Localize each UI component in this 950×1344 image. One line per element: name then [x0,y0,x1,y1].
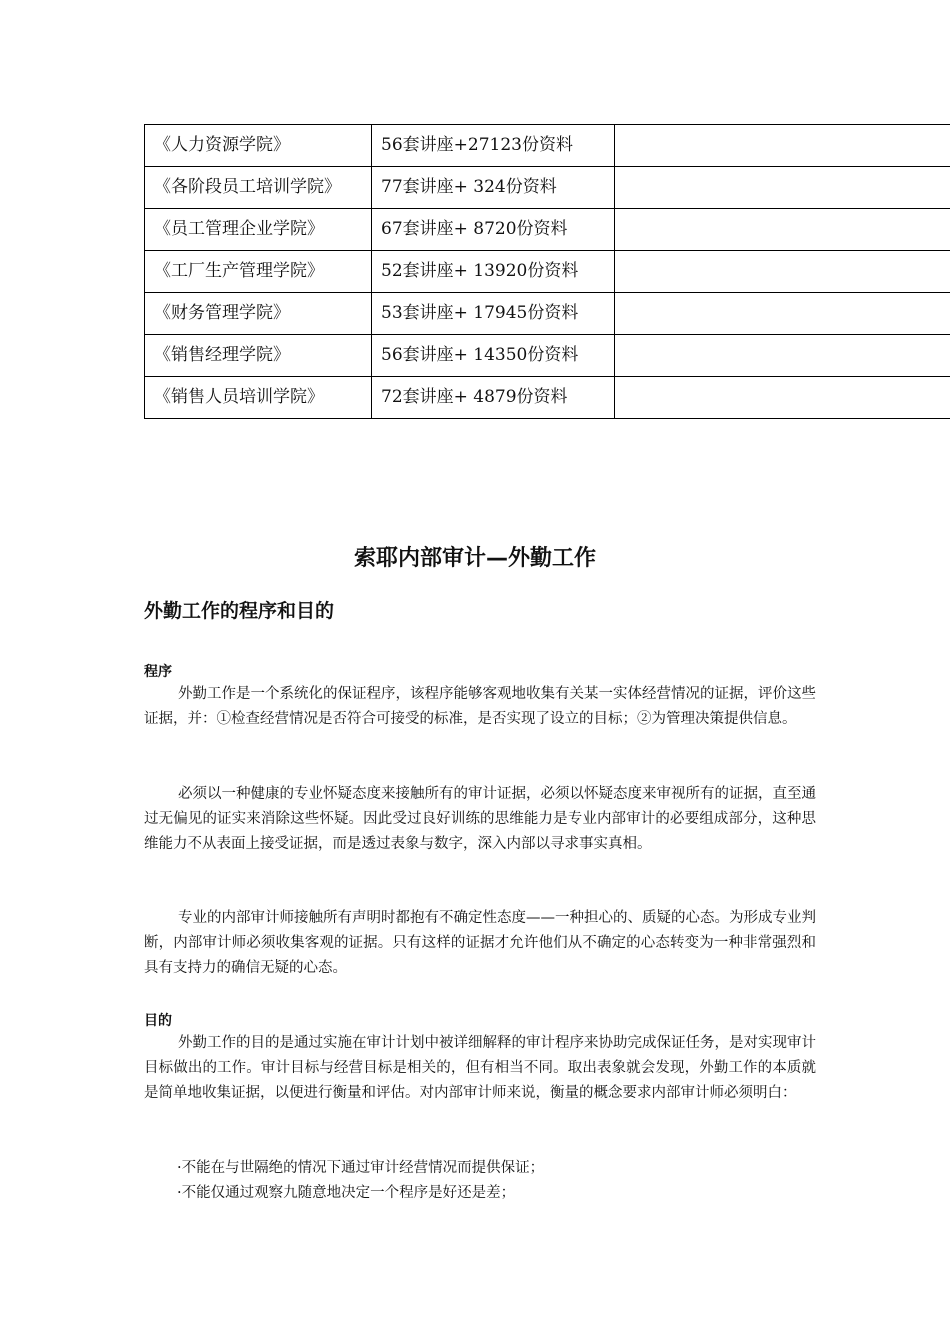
course-name: 《财务管理学院》 [145,293,372,335]
course-name: 《各阶段员工培训学院》 [145,167,372,209]
course-name: 《人力资源学院》 [145,125,372,167]
purpose-paragraph: 外勤工作的目的是通过实施在审计计划中被详细解释的审计程序来协助完成保证任务，是对实现审计目标做出的工作。审计目标与经营目标是相关的，但有相当不同。取出表象就会发现，外勤工作的本质就是简单地收集证据，以便进行衡量和评估。对内部审计师来说，衡量的概念要求内部审计师必须明白： [144,1035,816,1101]
course-extra [615,377,950,419]
course-extra [615,209,950,251]
course-extra [615,293,950,335]
course-name: 《员工管理企业学院》 [145,209,372,251]
table-row [145,167,950,209]
course-name: 《工厂生产管理学院》 [145,251,372,293]
course-extra [615,167,950,209]
course-content: 52套讲座+ 13920份资料 [372,251,615,293]
course-content: 53套讲座+ 17945份资料 [372,293,615,335]
list-item: ·不能仅通过观察九随意地决定一个程序是好还是差； [177,1185,516,1201]
course-content: 72套讲座+ 4879份资料 [372,377,615,419]
table-row [145,125,950,167]
course-table [144,124,950,419]
section-heading: 外勤工作的程序和目的 [144,600,335,622]
list-item: ·不能在与世隔绝的情况下通过审计经营情况而提供保证； [177,1160,545,1176]
course-content: 67套讲座+ 8720份资料 [372,209,615,251]
document-title: 索耶内部审计—外勤工作 [353,546,596,571]
procedure-paragraph-1: 外勤工作是一个系统化的保证程序，该程序能够客观地收集有关某一实体经营情况的证据，评价这些证据，并：①检查经营情况是否符合可接受的标准，是否实现了设立的目标；②为管理决策提供信息。 [144,686,816,727]
course-name: 《销售经理学院》 [145,335,372,377]
table-row [145,209,950,251]
procedure-paragraph-3: 专业的内部审计师接触所有声明时都抱有不确定性态度——一种担心的、质疑的心态。为形成专业判断，内部审计师必须收集客观的证据。只有这样的证据才允许他们从不确定的心态转变为一种非常强烈和具有支持力的确信无疑的心态。 [144,910,816,976]
procedure-heading: 程序 [144,664,172,680]
purpose-heading: 目的 [144,1013,172,1029]
table-row [145,335,950,377]
course-content: 56套讲座+27123份资料 [372,125,615,167]
table-row [145,251,950,293]
course-extra [615,251,950,293]
course-extra [615,335,950,377]
table-row [145,377,950,419]
course-name: 《销售人员培训学院》 [145,377,372,419]
course-content: 56套讲座+ 14350份资料 [372,335,615,377]
course-extra [615,125,950,167]
table-row [145,293,950,335]
procedure-paragraph-2: 必须以一种健康的专业怀疑态度来接触所有的审计证据，必须以怀疑态度来审视所有的证据，直至通过无偏见的证实来消除这些怀疑。因此受过良好训练的思维能力是专业内部审计的必要组成部分，这种思维能力不从表面上接受证据，而是透过表象与数字，深入内部以寻求事实真相。 [144,786,816,852]
course-content: 77套讲座+ 324份资料 [372,167,615,209]
